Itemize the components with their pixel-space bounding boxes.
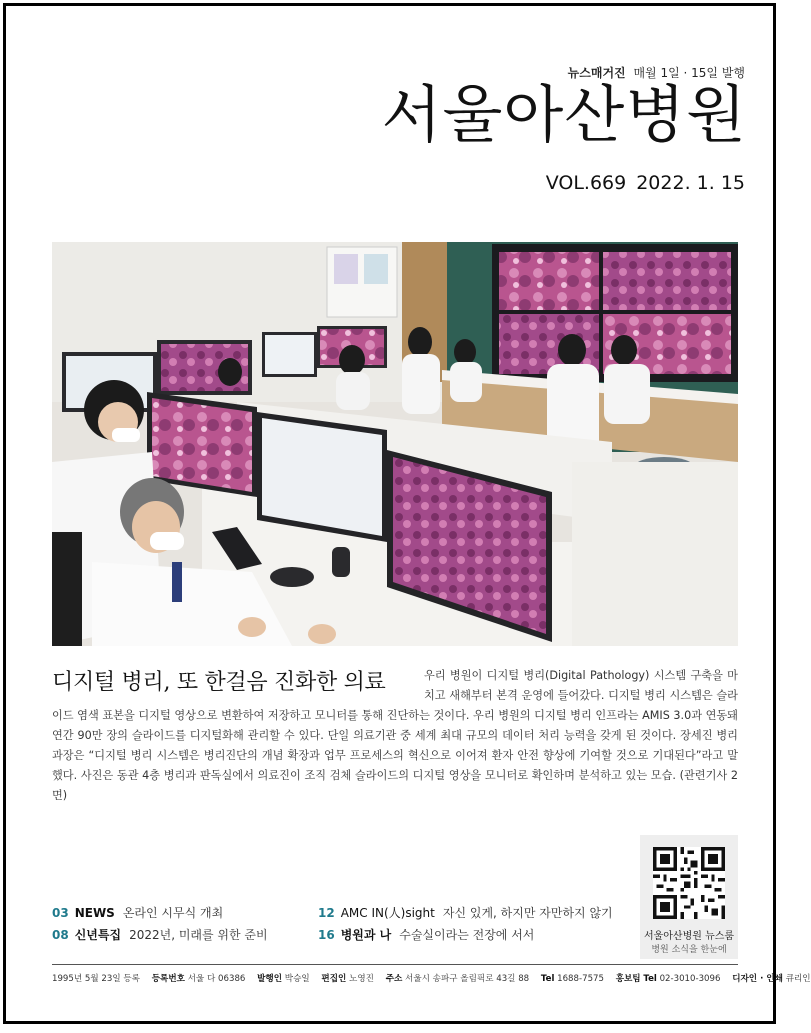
registration-date: 1995년 5월 23일 등록 xyxy=(52,974,140,984)
toc-title: 2022년, 미래를 위한 준비 xyxy=(129,928,268,942)
address xyxy=(386,974,529,984)
editor-value: 노영진 xyxy=(349,974,374,984)
publication-footer xyxy=(52,972,811,984)
toc-title: 수술실이라는 전장에 서서 xyxy=(399,928,535,942)
registration-number xyxy=(152,974,246,984)
publisher xyxy=(257,974,310,984)
publisher-label: 발행인 xyxy=(257,974,283,984)
toc-title: 자신 있게, 하지만 자만하지 않기 xyxy=(442,906,613,920)
toc-item[interactable] xyxy=(52,926,268,943)
toc-item[interactable] xyxy=(52,904,223,921)
toc-page-number: 12 xyxy=(318,906,335,920)
toc-title: 온라인 시무식 개최 xyxy=(122,906,224,920)
toc-page-number: 16 xyxy=(318,928,335,942)
pr-team xyxy=(616,974,721,984)
toc-item[interactable] xyxy=(318,904,613,921)
issue-info xyxy=(546,172,745,194)
design-print-value: 큐리인 xyxy=(785,974,811,984)
photo-hospital-digital-pathology-room-icon xyxy=(52,242,738,646)
publish-schedule: 매월 1일 · 15일 발행 xyxy=(633,66,745,80)
qr-sublabel: 병원 소식을 한눈에 xyxy=(651,945,727,955)
article-headline: 디지털 병리, 또 한걸음 진화한 의료 xyxy=(52,670,386,695)
address-value: 서울시 송파구 올림픽로 43길 88 xyxy=(405,974,530,984)
qr-code-icon xyxy=(653,847,725,919)
main-phone xyxy=(541,974,604,984)
toc-page-number: 08 xyxy=(52,928,69,942)
toc-section: 신년특집 xyxy=(74,928,122,942)
registration-number-value: 서울 다 06386 xyxy=(187,974,246,984)
registration-number-label: 등록번호 xyxy=(151,974,185,984)
toc-section: AMC IN(人)sight xyxy=(340,906,435,920)
address-label: 주소 xyxy=(385,974,403,984)
pr-team-label: 홍보팀 xyxy=(615,974,641,984)
editor xyxy=(321,974,374,984)
publisher-value: 박승일 xyxy=(284,974,310,984)
toc-page-number: 03 xyxy=(52,906,69,920)
toc-item[interactable] xyxy=(318,926,534,943)
issue-date: 2022. 1. 15 xyxy=(636,172,745,194)
pr-phone-value: 02-3010-3096 xyxy=(659,974,721,984)
issue-volume: VOL.669 xyxy=(545,172,627,194)
qr-label: 서울아산병원 뉴스룸 xyxy=(643,931,735,942)
brand-label: 뉴스매거진 xyxy=(567,66,626,80)
magazine-title: 서울아산병원 xyxy=(381,78,747,151)
newsroom-qr-panel[interactable] xyxy=(640,835,738,959)
design-print xyxy=(732,974,810,984)
cover-photo xyxy=(52,242,738,646)
design-print-label: 디자인 · 인쇄 xyxy=(732,974,783,984)
pr-phone-label: Tel xyxy=(643,974,657,984)
toc-section: NEWS xyxy=(74,906,115,920)
toc-section: 병원과 나 xyxy=(340,928,392,942)
footer-divider xyxy=(52,964,738,965)
editor-label: 편집인 xyxy=(321,974,347,984)
article-body: 우리 병원이 디지털 병리(Digital Pathology) 시스템 구축을 마치고 새해부터 본격 운영에 들어갔다. 디지털 병리 시스템은 슬라이드 염색 표본을 디지털 영상으로 변환하여 저장하고 모니터를 통해 진단하는 것이다. 우리 병원의 디지털 병리 인프라는 AMIS 3.0과 연동돼 연간 90만 장의 슬라이드를 디지털화해 관리할 수 있다. 단일 의료기관 중 세계 최대 규모의 데이터 처리 능력을 갖게 된 것이다. 장세진 병리과장은 “디지털 병리 시스템은 병리진단의 개념 확장과 업무 프로세스의 혁신으로 이어져 환자 안전 향상에 기여할 것으로 기대된다”라고 말했다. 사진은 동관 4층 병리과 판독실에서 의료진이 조직 검체 슬라이드의 디지털 영상을 모니터로 확인하며 분석하고 있는 모습. (관련기사 2면) xyxy=(52,669,738,802)
main-phone-label: Tel xyxy=(540,974,555,984)
main-phone-value: 1688-7575 xyxy=(557,974,604,984)
